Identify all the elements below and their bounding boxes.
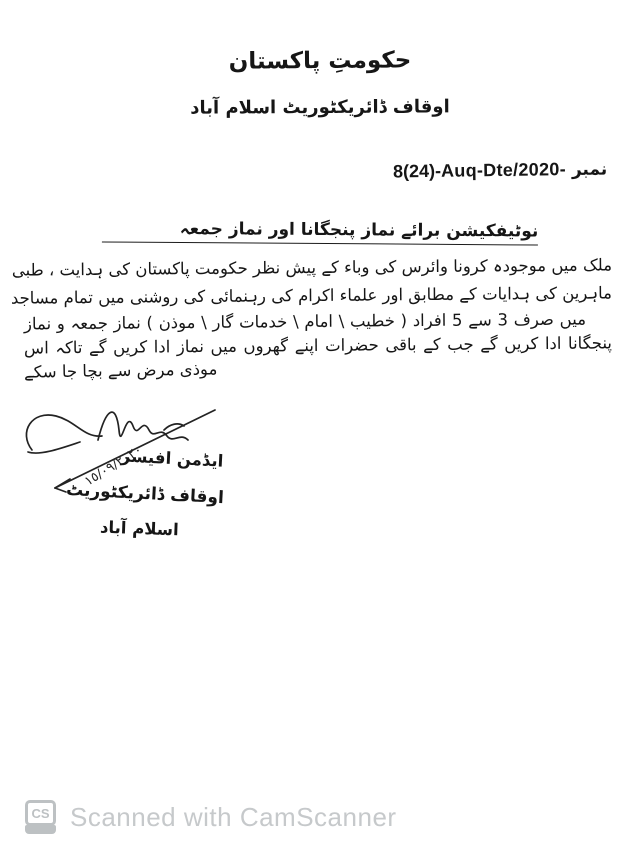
body-line-5: موذی مرض سے بچا جا سکے	[23, 359, 218, 382]
signatory-office: اوقاف ڈائریکٹوریٹ	[65, 479, 225, 509]
camscanner-watermark-text: Scanned with CamScanner	[70, 801, 397, 832]
government-title: حکومتِ پاکستان	[228, 47, 412, 75]
body-line-2: ماہرین کی ہدایات کے مطابق اور علماء اکرام کی رہنمائی کی روشنی میں تمام مساجد	[10, 283, 613, 308]
subject-line-wrap	[0, 217, 640, 246]
reference-number-line	[391, 158, 607, 182]
camscanner-icon-base	[25, 825, 56, 834]
camscanner-icon	[24, 798, 58, 836]
signature-handwritten-date: ١٥/٠٩/٢٠٢٠	[82, 442, 145, 490]
directorate-subtitle: اوقاف ڈائریکٹوریٹ اسلام آباد	[190, 96, 450, 119]
notification-subject: نوٹیفکیشن برائے نماز پنجگانا اور نماز جمعہ	[102, 217, 539, 245]
signatory-city: اسلام آباد	[99, 517, 180, 540]
body-line-3: میں صرف 3 سے 5 افراد ( خطیب \ امام \ خدمات گار \ موذن ) نماز جمعہ و نماز	[23, 309, 587, 334]
camscanner-watermark	[24, 797, 397, 837]
reference-label: نمبر	[571, 159, 608, 180]
reference-number: 8(24)-Auq-Dte/2020-	[392, 159, 566, 182]
camscanner-cs-badge: CS	[25, 800, 56, 826]
signatory-designation: ایڈمن افیسر	[120, 446, 224, 471]
body-line-4: پنجگانا ادا کریں گے جب کے باقی حضرات اپنے گھروں میں نماز ادا کریں گے تاکہ اس	[23, 333, 613, 358]
body-line-1: ملک میں موجودہ کرونا وائرس کی وباء کے پیش نظر حکومت پاکستان کی ہدایت ، طبی	[11, 255, 613, 280]
